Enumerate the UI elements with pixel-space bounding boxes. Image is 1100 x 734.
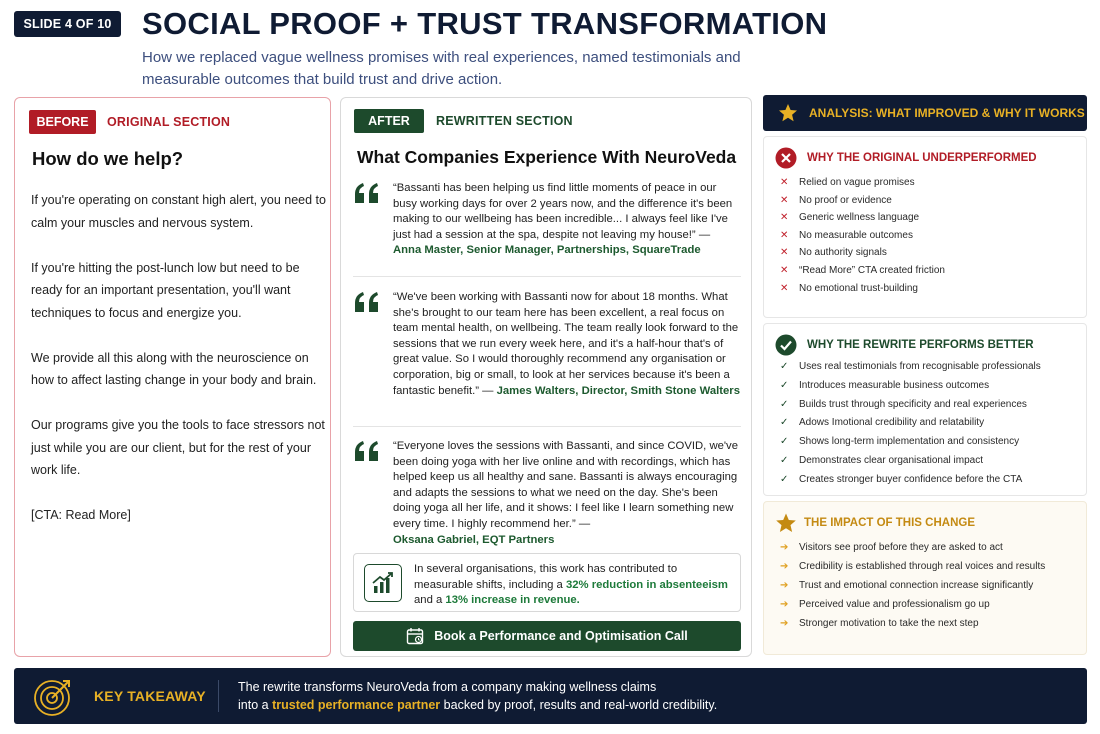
stat-text-pre: In several organisations, this work has contributed to measurable shifts, including a: [414, 563, 678, 591]
list-item: ✓ Creates stronger buyer confidence before the CTA: [780, 473, 1023, 485]
after-tag: AFTER: [354, 109, 424, 133]
impact-title: THE IMPACT OF THIS CHANGE: [804, 517, 976, 529]
before-body: [31, 189, 326, 549]
list-item: ✓ Demonstrates clear organisational impact: [780, 454, 983, 466]
growth-chart-icon: [364, 564, 402, 602]
testimonial-text: [393, 439, 741, 548]
before-caption: ORIGINAL SECTION: [107, 115, 231, 129]
underperformed-title: WHY THE ORIGINAL UNDERPERFORMED: [807, 152, 1037, 164]
quote-body: “We've been working with Bassanti now for about 18 months. What she's brought to our team here has been excellent, a real focus on team mental health, on wellbeing. The team really look forward to the sessions that we run every week here, and it's a half-hour that's of great value. So I would thoroughly recommend any organisation or corporation, big or small, to look at her services because it's been a fantastic benefit.” —: [393, 291, 739, 397]
after-panel: [340, 97, 752, 657]
page-title: SOCIAL PROOF + TRUST TRANSFORMATION: [142, 6, 828, 41]
stat-text-mid: and a: [414, 594, 443, 607]
list-item: ➔ Stronger motivation to take the next step: [780, 618, 979, 629]
list-item: ➔ Perceived value and professionalism go up: [780, 599, 990, 610]
target-arrow-icon: [32, 676, 74, 718]
quote-attribution: Anna Master, Senior Manager, Partnerships, SquareTrade: [393, 244, 701, 257]
list-item: ✓ Builds trust through specificity and real experiences: [780, 398, 1027, 410]
divider: [353, 276, 741, 277]
list-item: ✓ Adows Imotional credibility and relatability: [780, 417, 985, 429]
quote-body: “Everyone loves the sessions with Bassanti, and since COVID, we've been doing yoga with her live online and with recordings, which has helped keep us all healthy and sane. Bassanti is always encouraging and adapts the sessions to what we need on the day. She's been doing yoga all her life, and it shows: I feel like I learn something new every time. I highly recommend her.” —: [393, 440, 738, 530]
list-item: ✕ Relied on vague promises: [780, 177, 915, 188]
before-paragraph: If you're operating on constant high alert, you need to calm your muscles and nervous system.: [31, 193, 326, 230]
takeaway-highlight: trusted performance partner: [272, 698, 441, 712]
analysis-title: ANALYSIS: WHAT IMPROVED & WHY IT WORKS: [809, 106, 1085, 120]
after-heading: What Companies Experience With NeuroVeda: [357, 147, 737, 167]
takeaway-label: KEY TAKEAWAY: [94, 688, 206, 704]
before-panel: [14, 97, 331, 657]
quote-attribution: Oksana Gabriel, EQT Partners: [393, 533, 555, 546]
quote-mark-icon: [353, 181, 381, 205]
testimonial-text: [393, 290, 741, 399]
list-item: ✕ “Read More” CTA created friction: [780, 264, 945, 276]
stat-revenue: 13% increase in revenue.: [445, 594, 580, 607]
slide-badge: SLIDE 4 OF 10: [14, 11, 121, 37]
before-heading: How do we help?: [32, 148, 184, 169]
list-item: ✕ No proof or evidence: [780, 194, 892, 206]
after-caption: REWRITTEN SECTION: [436, 114, 573, 128]
impact-list: [780, 542, 1045, 629]
divider: [218, 680, 219, 712]
takeaway-line-2-pre: into a: [238, 698, 269, 712]
better-list: [780, 361, 1041, 485]
quote-attribution: James Walters, Director, Smith Stone Walters: [496, 384, 740, 397]
list-item: ➔ Credibility is established through real voices and results: [780, 561, 1046, 572]
before-paragraph: Our programs give you the tools to face stressors not just while you are our client, but for the rest of your work life.: [31, 418, 325, 477]
better-title: WHY THE REWRITE PERFORMS BETTER: [807, 339, 1034, 351]
calendar-icon: [406, 627, 424, 645]
list-item: ✕ Generic wellness language: [780, 212, 920, 224]
quote-mark-icon: [353, 439, 381, 463]
check-circle-icon: [775, 334, 797, 356]
takeaway-line-2-post: backed by proof, results and real-world credibility.: [443, 698, 718, 712]
outcome-stat-box: [353, 553, 741, 612]
list-item: ✓ Shows long-term implementation and consistency: [780, 436, 1020, 448]
book-call-button[interactable]: [353, 621, 741, 651]
list-item: ➔ Trust and emotional connection increase significantly: [780, 580, 1034, 591]
outcome-stat-text: [414, 562, 739, 609]
testimonial-text: [393, 181, 741, 259]
takeaway-line-1: The rewrite transforms NeuroVeda from a company making wellness claims: [238, 680, 657, 694]
better-card: [763, 323, 1087, 496]
list-item: ✓ Introduces measurable business outcomes: [780, 379, 990, 391]
takeaway-text: [238, 678, 838, 714]
underperformed-card: [763, 136, 1087, 318]
book-call-label: Book a Performance and Optimisation Call: [434, 629, 688, 643]
x-circle-icon: [775, 147, 797, 169]
star-icon: [778, 103, 798, 123]
list-item: ✕ No measurable outcomes: [780, 229, 913, 241]
list-item: ✓ Uses real testimonials from recognisable professionals: [780, 361, 1041, 372]
underperformed-list: [780, 177, 945, 294]
divider: [353, 426, 741, 427]
before-tag: BEFORE: [29, 110, 96, 134]
list-item: ➔ Visitors see proof before they are asked to act: [780, 542, 1003, 553]
star-icon: [775, 512, 797, 534]
quote-mark-icon: [353, 290, 381, 314]
before-paragraph: We provide all this along with the neuroscience on how to affect lasting change in your body and brain.: [31, 350, 317, 387]
stat-absenteeism: 32% reduction in absenteeism: [565, 578, 728, 591]
quote-body: “Bassanti has been helping us find little moments of peace in our busy working days for over 2 years now, and the difference it's been making to our wellbeing has been incredible... I always feel like I've just had a session at the spa, despite not leaving my house!” —: [393, 182, 733, 241]
before-paragraph: If you're hitting the post-lunch low but need to be ready for an important presentation, you'll want techniques to focus and energize you.: [31, 260, 300, 320]
page-subtitle: How we replaced vague wellness promises with real experiences, named testimonials and measurable outcomes that build trust and drive action.: [142, 49, 741, 88]
key-takeaway-banner: [14, 668, 1087, 724]
analysis-header: [763, 95, 1087, 131]
impact-card: [763, 501, 1087, 655]
list-item: ✕ No authority signals: [780, 247, 887, 259]
before-cta-note: [CTA: Read More]: [31, 508, 131, 522]
list-item: ✕ No emotional trust-building: [780, 282, 918, 294]
